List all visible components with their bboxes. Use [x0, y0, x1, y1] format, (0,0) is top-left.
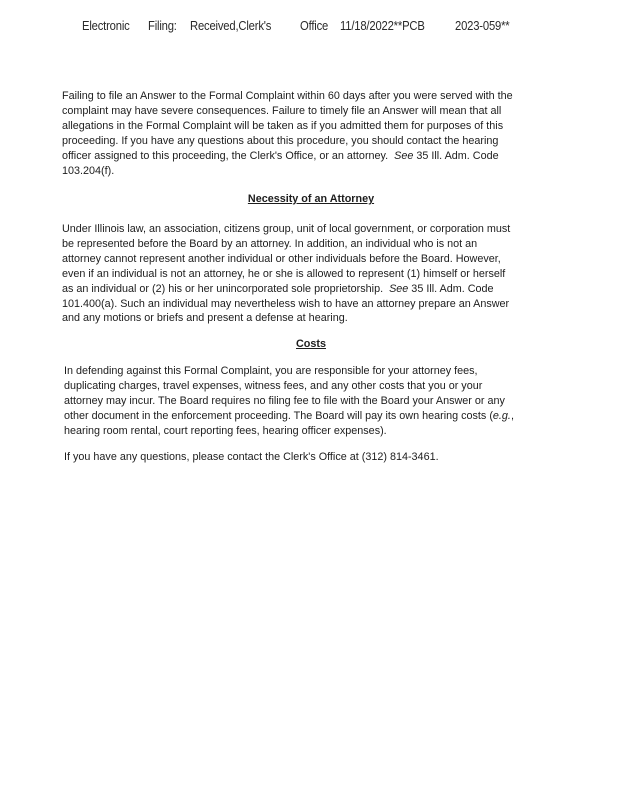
paragraph-attorney-requirement	[62, 222, 534, 326]
heading-costs: Costs	[296, 338, 326, 350]
paragraph-line: In defending against this Formal Complaint, you are responsible for your attorney fees,	[64, 365, 478, 377]
citation-text: 35 Ill. Adm. Code	[413, 149, 499, 162]
paragraph-line: and any motions or briefs and present a defense at hearing.	[62, 312, 348, 325]
line-text: officer assigned to this proceeding, the Clerk's Office, or an attorney.	[62, 149, 389, 162]
stamp-filing: Filing:	[148, 19, 177, 33]
paragraph-costs	[64, 364, 536, 439]
stamp-docket-number: 2023-059**	[455, 19, 510, 33]
paragraph-line: Under Illinois law, an association, citizens group, unit of local government, or corporation must	[62, 223, 511, 235]
see-signal: See	[389, 282, 409, 295]
paragraph-line: hearing room rental, court reporting fees, hearing officer expenses).	[64, 424, 387, 437]
line-text: other document in the enforcement proceeding. The Board will pay its own hearing costs (	[64, 409, 493, 422]
eg-abbrev: e.g.	[492, 409, 511, 422]
stamp-electronic: Electronic	[82, 19, 130, 33]
paragraph-line: allegations in the Formal Complaint will be taken as if you admitted them for purposes of this	[62, 119, 504, 132]
citation-text: 35 Ill. Adm. Code	[408, 282, 494, 295]
paragraph-line: complaint may have severe consequences. Failure to timely file an Answer will mean that all	[62, 104, 502, 117]
paragraph-line: 103.204(f).	[62, 164, 115, 177]
paragraph-line	[62, 149, 534, 164]
line-text: as an individual or (2) his or her unincorporated sole proprietorship.	[62, 282, 384, 295]
see-signal: See	[394, 149, 414, 162]
paragraph-line: be represented before the Board by an attorney. In addition, an individual who is not an	[62, 237, 478, 250]
stamp-date: 11/18/2022**PCB	[340, 19, 425, 33]
heading-necessity-of-attorney: Necessity of an Attorney	[247, 193, 375, 205]
paragraph-line: proceeding. If you have any questions about this procedure, you should contact the hearing	[62, 134, 499, 147]
paragraph-line	[62, 282, 534, 297]
eg-comma: ,	[510, 409, 514, 422]
paragraph-line: attorney cannot represent another individual or other individuals before the Board. However,	[62, 252, 501, 265]
paragraph-line: attorney may incur. The Board requires no filing fee to file with the Board your Answer or any	[64, 394, 505, 407]
stamp-office: Office	[300, 19, 329, 33]
paragraph-line: duplicating charges, travel expenses, witness fees, and any other costs that you or your	[64, 379, 483, 392]
paragraph-line: Failing to file an Answer to the Formal Complaint within 60 days after you were served with the	[62, 90, 513, 102]
e-filing-stamp-header	[0, 19, 618, 35]
stamp-received: Received,Clerk's	[190, 19, 272, 33]
paragraph-contact	[64, 450, 536, 465]
paragraph-line	[64, 409, 536, 424]
paragraph-answer-consequences	[62, 89, 534, 178]
contact-line: If you have any questions, please contact the Clerk's Office at (312) 814-3461.	[64, 451, 439, 463]
paragraph-line: even if an individual is not an attorney, he or she is allowed to represent (1) himself or herself	[62, 267, 506, 280]
paragraph-line: 101.400(a). Such an individual may nevertheless wish to have an attorney prepare an Answer	[62, 297, 510, 310]
